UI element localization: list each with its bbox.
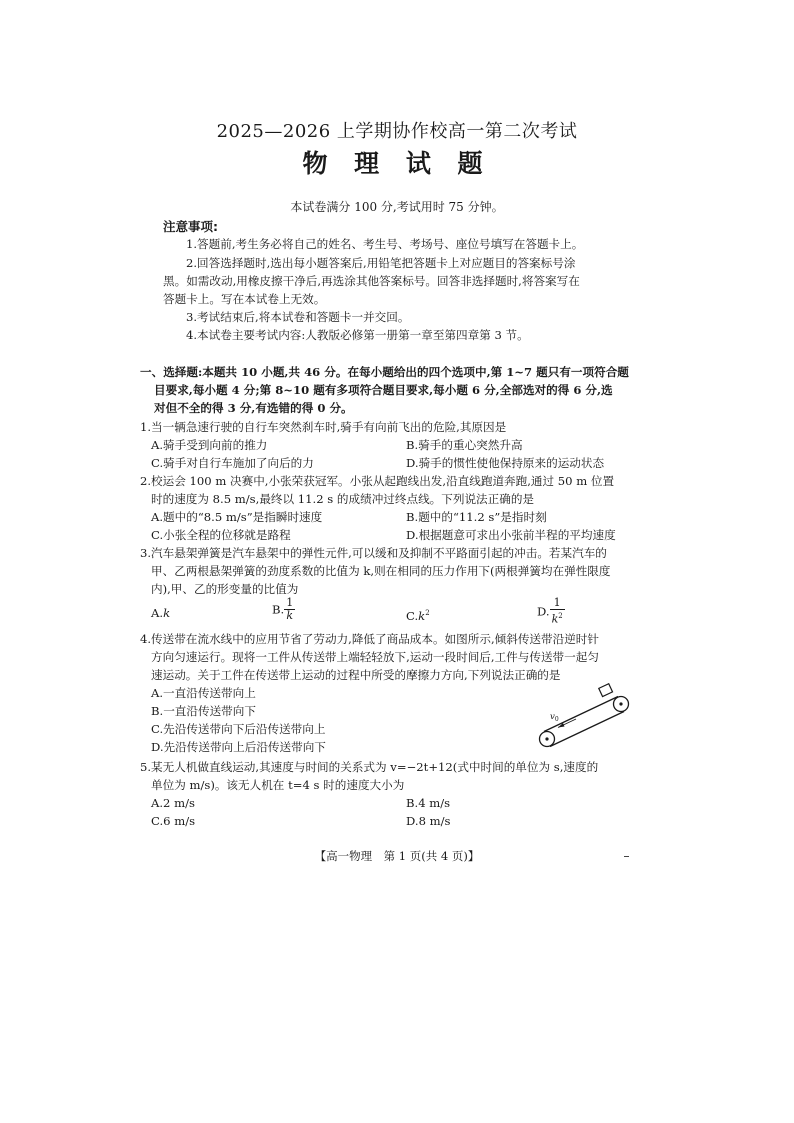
fraction <box>284 597 295 622</box>
option-label: A. <box>151 606 164 620</box>
option-a: A.骑手受到向前的推力 <box>151 438 268 452</box>
question-stem: 速运动。关于工件在传送带上运动的过程中所受的摩擦力方向,下列说法正确的是 <box>151 668 561 682</box>
question-stem: 方向匀速运行。现将一工件从传送带上端轻轻放下,运动一段时间后,工件与传送带一起匀 <box>151 650 599 664</box>
option-value: k <box>418 608 426 623</box>
option-a: A.2 m/s <box>151 796 195 810</box>
denominator: $k^2$ <box>551 612 563 626</box>
section-heading: 对但不全的得 3 分,有选错的得 0 分。 <box>154 401 353 415</box>
option-b <box>272 597 295 622</box>
corner-mark <box>624 856 629 857</box>
notice-line: 3.考试结束后,将本试卷和答题卡一并交回。 <box>186 310 410 324</box>
numerator: 1 <box>286 596 294 609</box>
pulley-axle <box>619 702 622 705</box>
option-b: B.4 m/s <box>406 796 451 810</box>
option-c: C.小张全程的位移就是路程 <box>151 528 291 542</box>
notice-line: 黑。如需改动,用橡皮擦干净后,再选涂其他答案标号。回答非选择题时,将答案写在 <box>163 274 580 288</box>
question-stem: 4.传送带在流水线中的应用节省了劳动力,降低了商品成本。如图所示,倾斜传送带沿逆时针 <box>140 632 599 646</box>
option-label: B. <box>272 602 285 617</box>
option-d: D.根据题意可求出小张前半程的平均速度 <box>406 528 616 542</box>
option-a: A.一直沿传送带向上 <box>151 686 256 700</box>
question-stem: 2.校运会 100 m 决赛中,小张荣获冠军。小张从起跑线出发,沿直线跑道奔跑,通过 50 m 位置 <box>140 474 615 488</box>
notice-line: 2.回答选择题时,选出每小题答案后,用铅笔把答题卡上对应题目的答案标号涂 <box>186 256 576 270</box>
option-label: C. <box>406 608 419 623</box>
subject-title: 物 理 试 题 <box>302 149 492 178</box>
page-footer: 【高一物理 第 1 页(共 4 页)】 <box>314 849 480 863</box>
question-stem: 甲、乙两根悬架弹簧的劲度系数的比值为 k,则在相同的压力作用下(两根弹簧均在弹性限度 <box>151 564 611 578</box>
option-b: B.骑手的重心突然升高 <box>406 438 523 452</box>
option-d: D.骑手的惯性使他保持原来的运动状态 <box>406 456 605 470</box>
option-a: A.题中的“8.5 m/s”是指瞬时速度 <box>151 510 323 524</box>
option-value: k <box>163 606 171 620</box>
exam-title: 2025—2026 上学期协作校高一第二次考试 <box>216 121 578 142</box>
question-stem: 时的速度为 8.5 m/s,最终以 11.2 s 的成绩冲过终点线。下列说法正确的是 <box>151 492 535 506</box>
option-b: B.题中的“11.2 s”是指时刻 <box>406 510 547 524</box>
section-heading: 目要求,每小题 4 分;第 8~10 题有多项符合题目要求,每小题 6 分,全部选对的得 6 分,选 <box>154 383 613 397</box>
option-b: B.一直沿传送带向下 <box>151 704 256 718</box>
section-heading: 一、选择题:本题共 10 小题,共 46 分。在每小题给出的四个选项中,第 1~7 题只有一项符合题 <box>140 365 629 379</box>
option-c: C.骑手对自行车施加了向后的力 <box>151 456 314 470</box>
option-d: D.先沿传送带向上后沿传送带向下 <box>151 740 326 754</box>
question-stem: 1.当一辆急速行驶的自行车突然刹车时,骑手有向前飞出的危险,其原因是 <box>140 420 507 434</box>
velocity-label: $v_0$ <box>550 712 559 723</box>
question-stem: 3.汽车悬架弹簧是汽车悬架中的弹性元件,可以缓和及抑制不平路面引起的冲击。若某汽车的 <box>140 546 607 560</box>
notice-line: 答题卡上。写在本试卷上无效。 <box>163 292 326 306</box>
conveyor-belt-figure <box>528 683 638 753</box>
option-d: D.8 m/s <box>406 814 451 828</box>
option-c <box>406 604 430 625</box>
option-label: D. <box>537 604 550 619</box>
option-a <box>151 604 170 622</box>
option-d <box>537 597 565 626</box>
belt-bottom <box>550 712 624 747</box>
notice-title: 注意事项: <box>163 219 218 234</box>
pulley-axle <box>545 737 548 740</box>
option-c: C.先沿传送带向下后沿传送带向上 <box>151 722 326 736</box>
exponent: 2 <box>425 609 430 617</box>
denominator: k <box>286 609 294 622</box>
fraction <box>550 597 565 626</box>
option-c: C.6 m/s <box>151 814 196 828</box>
belt-top <box>544 697 618 732</box>
question-stem: 5.某无人机做直线运动,其速度与时间的关系式为 v=−2t+12(式中时间的单位为 s,速度的 <box>140 760 599 774</box>
notice-line: 1.答题前,考生务必将自己的姓名、考生号、考场号、座位号填写在答题卡上。 <box>186 237 584 251</box>
numerator: 1 <box>550 597 565 610</box>
exam-info: 本试卷满分 100 分,考试用时 75 分钟。 <box>290 200 504 214</box>
notice-line: 4.本试卷主要考试内容:人教版必修第一册第一章至第四章第 3 节。 <box>186 328 529 342</box>
question-stem: 单位为 m/s)。该无人机在 t=4 s 时的速度大小为 <box>151 778 405 792</box>
workpiece-block <box>599 684 613 697</box>
question-stem: 内),甲、乙的形变量的比值为 <box>151 582 299 596</box>
